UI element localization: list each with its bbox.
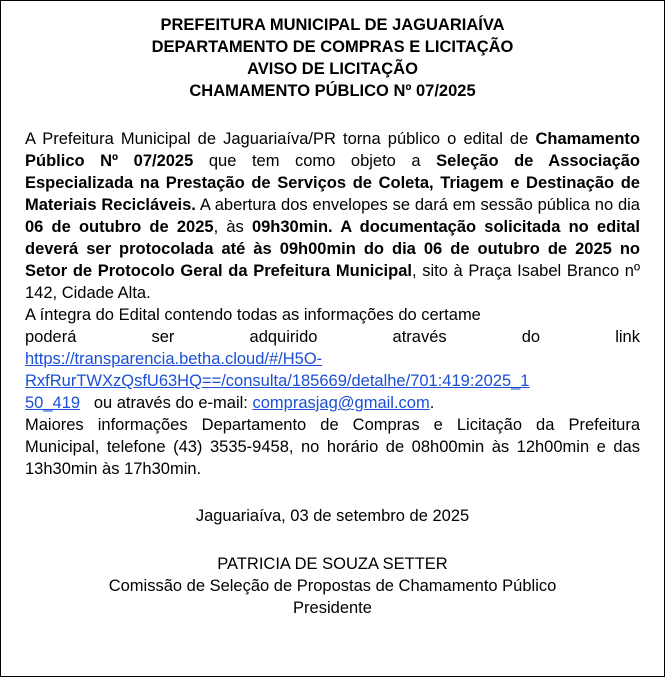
- signer-role: Presidente: [293, 599, 372, 617]
- p2-word-2: ser: [151, 328, 175, 346]
- p2-word-6: link: [615, 328, 640, 346]
- p2-word-4: através: [392, 328, 447, 346]
- paragraph-informacoes: Maiores informações Departamento de Compras e Licitação da Prefeitura Municipal, telefone (43) 3535-9458, no horário de 08h00min às 12h00min e das 13h30min às 17h30min.: [25, 416, 640, 478]
- header-prefeitura: PREFEITURA MUNICIPAL DE JAGUARIAÍVA: [160, 16, 505, 34]
- notice-header: [1, 14, 664, 102]
- p1-bold-objeto: Seleção de Associação Especializada na Prestação de Serviços de Coleta, Triagem e Destinação de Materiais Recicláveis.: [25, 152, 641, 214]
- email-link[interactable]: comprasjag@gmail.com: [252, 394, 430, 412]
- signer-committee: Comissão de Seleção de Propostas de Chamamento Público: [108, 577, 557, 595]
- transparencia-link-part-2[interactable]: RxfRurTWXzQsfU63HQ==/consulta/185669/detalhe/701:419:2025_1: [25, 372, 530, 390]
- transparencia-link-part-1[interactable]: https://transparencia.betha.cloud/#/H5O-: [25, 350, 323, 368]
- p1-bold-chamamento: Chamamento Público Nº 07/2025: [25, 130, 640, 170]
- p1-text-2: que tem como objeto a: [193, 152, 437, 170]
- p1-text-1: A Prefeitura Municipal de Jaguariaíva/PR torna público o edital de: [25, 130, 536, 148]
- notice-footer: [1, 505, 664, 619]
- email-suffix: .: [429, 394, 435, 412]
- p2-line-1: [25, 304, 640, 326]
- p2-word-5: do: [521, 328, 541, 346]
- p2-line-1-text: A íntegra do Edital contendo todas as informações do certame: [25, 306, 481, 324]
- paragraph-edital: [25, 128, 640, 304]
- p2-word-1: poderá: [25, 328, 77, 346]
- p2-line-2: [25, 326, 640, 348]
- transparencia-link-part-3[interactable]: 50_419: [25, 394, 81, 412]
- p2-link-email-line: [25, 392, 640, 414]
- signer-name: PATRICIA DE SOUZA SETTER: [217, 555, 448, 573]
- header-departamento: DEPARTAMENTO DE COMPRAS E LICITAÇÃO: [151, 38, 514, 56]
- notice-date: Jaguariaíva, 03 de setembro de 2025: [195, 507, 470, 525]
- p1-text-5: , sito à Praça Isabel Branco nº 142, Cidade Alta.: [25, 262, 640, 302]
- header-aviso: AVISO DE LICITAÇÃO: [247, 60, 418, 78]
- p1-text-4: , às: [213, 218, 252, 236]
- p1-bold-date: 06 de outubro de 2025: [25, 218, 214, 236]
- header-chamamento: CHAMAMENTO PÚBLICO Nº 07/2025: [189, 82, 476, 100]
- notice-body: [25, 128, 640, 480]
- email-prefix: ou através do e-mail:: [80, 394, 253, 412]
- p1-text-3: A abertura dos envelopes se dará em sessão pública no dia: [195, 196, 640, 214]
- p1-bold-protocolo: 09h30min. A documentação solicitada no edital deverá ser protocolada até às 09h00min do dia 06 de outubro de 2025 no Setor de Protocolo Geral da Prefeitura Municipal: [25, 218, 640, 280]
- paragraph-integra: [25, 304, 640, 414]
- p2-word-3: adquirido: [249, 328, 318, 346]
